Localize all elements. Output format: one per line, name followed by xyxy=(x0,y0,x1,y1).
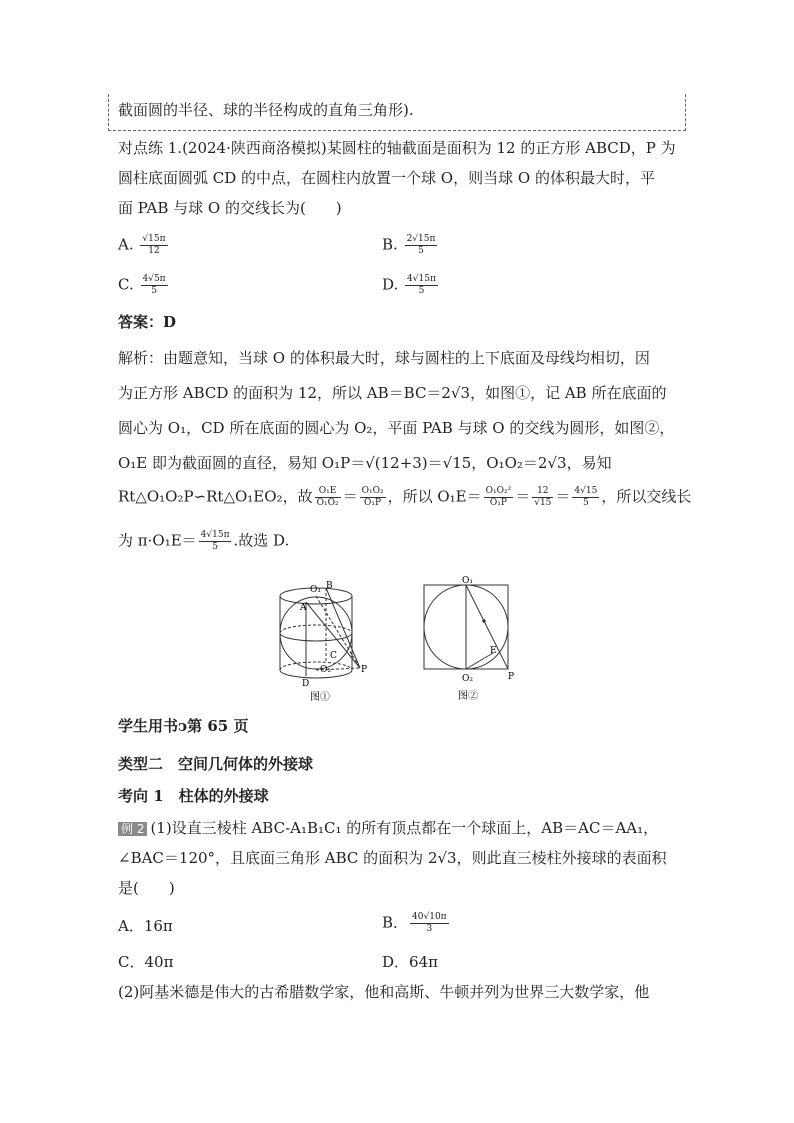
solution-line-3: 圆心为 O₁，CD 所在底面的圆心为 O₂，平面 PAB 与球 O 的交线为圆形，如图②， xyxy=(118,419,675,437)
option-c: C. $\frac{4√5\pi}{5}$ xyxy=(118,274,166,296)
solution-line-4: O₁E 即为截面圆的直径，易知 O₁P＝√(12+3)＝√15，O₁O₂＝2√3，易知 xyxy=(118,454,612,472)
answer: 答案：D xyxy=(118,313,177,331)
section-title: 类型二 空间几何体的外接球 xyxy=(118,755,314,773)
page-reference: 学生用书ↄ第 65 页 xyxy=(118,717,249,735)
example-line-3: 是( ) xyxy=(118,879,175,897)
option-b: B. $\frac{2√15\pi}{5}$ xyxy=(382,234,436,256)
fig2-label-p: P xyxy=(508,672,515,682)
option-d: D. $\frac{4√15\pi}{5}$ xyxy=(382,274,436,296)
fig1-label-a: A xyxy=(300,603,307,613)
fig1-label-b: B xyxy=(326,581,333,591)
example-line-2: ∠BAC＝120°，且底面三角形 ABC 的面积为 2√3，则此直三棱柱外接球的表面积 xyxy=(118,849,667,867)
fig2-label-e: E xyxy=(490,646,497,656)
example-line-4: (2)阿基米德是伟大的古希腊数学家，他和高斯、牛顿并列为世界三大数学家，他 xyxy=(118,983,650,1001)
solution-line-6: 为 π·O₁E＝ $\frac{4√15\pi}{5}$ .故选 D. xyxy=(118,530,290,552)
solution-line-1: 解析：由题意知，当球 O 的体积最大时，球与圆柱的上下底面及母线均相切，因 xyxy=(118,349,650,367)
fig1-label-o1: O₁ xyxy=(310,585,321,595)
figure-1-cylinder xyxy=(270,580,380,705)
solution-line-5: Rt△O₁O₂P∽Rt△O₁EO₂，故 $\frac{\text{O₁E}}{\text{O₁O₂}}$ ＝ $\frac{\text{O₁O₂}}{\text{O₁P}}$ ，所以 O₁E＝ $\frac{\text{O₁O₂²}}{\text{O₁P}}$ ＝ $\frac{12}{√15}$ ＝ $\frac{4√15}{5}$ ，所以交线长 xyxy=(118,486,692,508)
fig2-caption: 图② xyxy=(458,691,478,702)
fig2-label-o2: O₂ xyxy=(462,674,473,684)
subsection-title: 考向 1 柱体的外接球 xyxy=(118,787,269,805)
example-badge: 例 2 xyxy=(118,822,147,836)
figure-2-square xyxy=(418,575,518,705)
example-option-b: B． $\frac{40√10\pi}{3}$ xyxy=(382,912,447,934)
fig1-label-o2: O₂ xyxy=(320,665,331,675)
solution-line-2: 为正方形 ABCD 的面积为 12，所以 AB＝BC＝2√3，如图①，记 AB 所在底面的 xyxy=(118,384,667,402)
top-note: 截面圆的半径、球的半径构成的直角三角形). xyxy=(118,101,414,119)
fig1-label-c: C xyxy=(330,651,337,661)
problem-line-1: 对点练 1.(2024·陕西商洛模拟)某圆柱的轴截面是面积为 12 的正方形 ABCD，P 为 xyxy=(118,139,676,157)
example-line-1: 例 2 (1)设直三棱柱 ABC-A₁B₁C₁ 的所有顶点都在一个球面上，AB＝AC＝AA₁， xyxy=(118,818,658,838)
fig1-label-d: D xyxy=(302,679,310,689)
example-option-a: A．16π xyxy=(118,917,173,935)
problem-line-2: 圆柱底面圆弧 CD 的中点，在圆柱内放置一个球 O，则当球 O 的体积最大时，平 xyxy=(118,169,655,187)
example-option-d: D．64π xyxy=(382,953,438,971)
fig2-label-o1: O₁ xyxy=(462,576,473,586)
problem-line-3: 面 PAB 与球 O 的交线长为( ) xyxy=(118,199,342,217)
fig1-label-p: P xyxy=(361,665,368,675)
example-option-c: C．40π xyxy=(118,953,174,971)
option-a: A. $\frac{√15\pi}{12}$ xyxy=(118,234,166,256)
fig1-caption: 图① xyxy=(310,692,330,703)
